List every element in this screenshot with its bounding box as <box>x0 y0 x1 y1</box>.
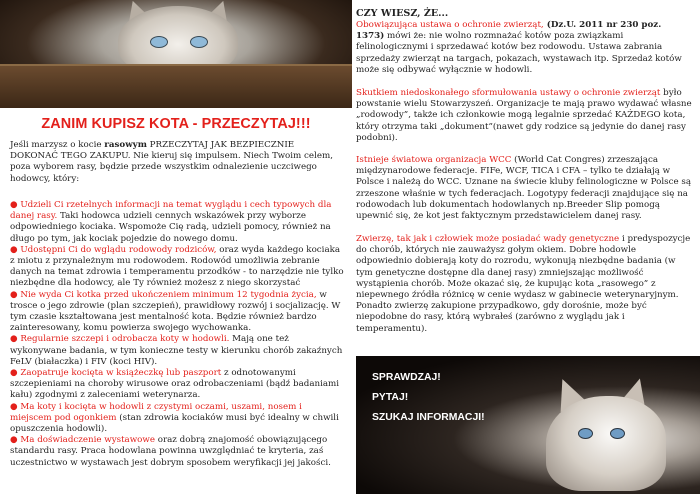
left-column <box>8 0 344 494</box>
wcc-paragraph: Istnieje światowa organizacja WCC (World Cat Congres) zrzeszająca międzynarodowe federacje. FIFe, WCF, TICA i CFA – tylko te działają w Polsce i należą do WCC. Uznane na świecie kluby felinologiczne w Polsce są zrzeszone właśnie w tych federacjach. Logotypy federacji znajdujące się na rodowodach lub dokumentach hodowlanych np.Breeder Slip pomogą upewnić się, że kot jest faktycznym przedstawicielem danej rasy. <box>356 155 691 222</box>
list-item: ● Regularnie szczepi i odrobaczа koty w hodowli. Mają one też wykonywane badania, w tym konieczne testy w kierunku chorób zakaźnych FeLV (białaczka) i FIV (koci HIV). <box>10 334 343 367</box>
section-title: CZY WIESZ, ŻE... <box>356 8 449 19</box>
associations-paragraph: Skutkiem niedoskonałego sformułowania ustawy o ochronie zwierząt było powstanie wielu Stowarzyszeń. Organizacje te mają prawo wydawać własne „rodowody”, także ich członkowie mogą legalnie sprzedać KAŻDEGO kota, który otrzyma taki „dokument”(nawet gdy rodzice są jedynie do danej rasy podobni). <box>356 88 692 143</box>
cat-photo-top <box>0 0 352 108</box>
law-paragraph: Obowiązująca ustawa o ochronie zwierząt, (Dz.U. 2011 nr 230 poz. 1373) mówi że: nie wolno rozmnażać kotów poza związkami felinologicznymi i sprzedawać kotów bez rodowodu. Ustawa zabrania sprzedaży zwierząt na targach, pokazach, wystawach itp. Sprzedaż kotów może się odbywać wyłącznie w hodowli. <box>356 20 682 75</box>
right-column <box>356 0 692 494</box>
genetics-paragraph: Zwierzę, tak jak i człowiek może posiadać wady genetyczne i predyspozycje do chorób, których nie zauważysz gołym okiem. Dobre hodowle odpowiednio dobierają koty do rozrodu, wykonują niezbędne badania (w tym genetyczne dostępne dla danej rasy) zmniejszając możliwość wystąpienia chorób. Może okazać się, że kupując kota „rasowego” z niepewnego źródła różnicę w cenie wydasz w gabinecie weterynaryjnym. Ponadto zwierzę zakupione przypadkowo, gdy dorośnie, może być niepodobne do rasy, którą wybrałeś (zarówno z wyglądu jak i temperamentu). <box>356 234 691 334</box>
slogan-ask: PYTAJ! <box>372 392 409 403</box>
slogan-check: SPRAWDZAJ! <box>372 372 441 383</box>
page-title: ZANIM KUPISZ KOTA - PRZECZYTAJ!!! <box>41 116 311 132</box>
intro-paragraph: Jeśli marzysz o kocie rasowym PRZECZYTAJ JAK BEZPIECZNIE DOKONAĆ TEGO ZAKUPU. Nie kieruj się impulsem. Niech Twoim celem, poza wyborem rasy, będzie przede wszystkim odnalezienie uczciwego hodowcy, który: <box>10 140 333 184</box>
list-item: ● Udzieli Ci rzetelnych informacji na temat wyglądu i cech typowych dla danej rasy. Taki hodowca udzieli cennych wskazówek przy wyborze odpowiedniego kociaka. Wspomoże Cię radą, udzieli pomocy, również na długo po tym, jak kociak pojedzie do nowego domu. <box>10 200 332 244</box>
list-item: ● Zaopatruje kocięta w książeczkę lub paszport z odnotowanymi szczepieniami na choroby wirusowe oraz odrobaczeniami (bądź badaniami kału) zgodnymi z zaleceniami weterynarza. <box>10 368 340 401</box>
cat-photo-bottom <box>356 356 700 494</box>
did-you-know-section <box>356 8 692 76</box>
list-item: ● Ma koty i kocięta w hodowli z czystymi oczami, uszami, nosem i miejscem pod ogonkiem (stan zdrowia kociaków musi być idealny w chwili opuszczenia hodowli). <box>10 401 339 435</box>
slogans <box>372 368 485 428</box>
breeder-checklist <box>10 200 344 469</box>
list-item: ● Udostępni Ci do wglądu rodowody rodziców, oraz wyda każdego kociaka z miotu z przynależnym mu rodowodem. Rodowód umożliwia zebranie danych na temat zdrowia i temperamentu przodków - to narzędzie nie tylko niezbędne dla hodowcy, ale Ty również możesz z niego skorzystać <box>10 244 344 289</box>
slogan-search-info: SZUKAJ INFORMACJI! <box>372 412 485 423</box>
list-item: ● Ma doświadczenie wystawowe oraz dobrą znajomość obowiązującego standardu rasy. Praca hodowlana powinna uwzględniać te kryteria, zaś uczestnictwo w wystawach jest dobrym sposobem weryfikacji jej jakości. <box>10 435 331 468</box>
list-item: ● Nie wyda Ci kotka przed ukończeniem minimum 12 tygodnia życia, w trosce o jego zdrowie (plan szczepień), prawidłowy rozwój i socjalizację. W tym czasie kształtowana jest mentalność kota. Będzie również bardzo zainteresowany, komu powierza swojego wychowanka. <box>10 289 341 334</box>
